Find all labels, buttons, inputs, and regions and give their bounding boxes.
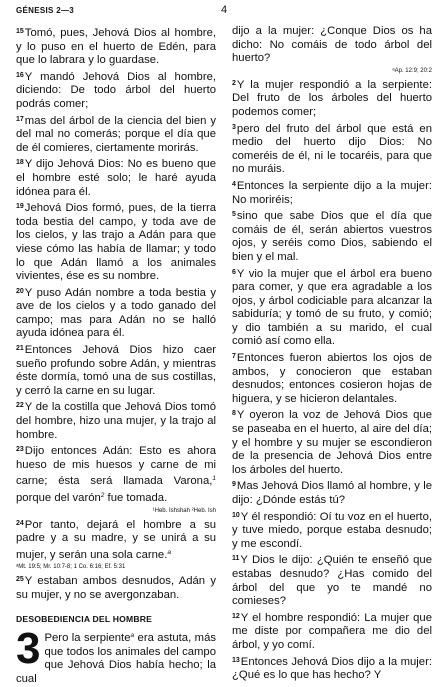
- verse-number: 3: [232, 123, 236, 131]
- verse-2-25: [16, 573, 216, 602]
- verse-3-4: [232, 178, 432, 207]
- verse-3-10: [232, 509, 432, 552]
- cross-reference-mark: a: [130, 632, 135, 640]
- verse-number: 2: [232, 79, 236, 87]
- page-number: 4: [220, 4, 228, 16]
- verse-3-13: [232, 654, 432, 683]
- verse-number: 8: [232, 410, 236, 418]
- verse-text: Pero la serpiente: [44, 632, 131, 645]
- verse-text: Y vio la mujer que el árbol era bueno para comer, y que era agradable a los ojos, y árbol codiciable para alcanzar la sabiduría; y tomó de su fruto, y comió; y dio también a su marido, el cual comió así como ella.: [232, 267, 432, 348]
- verse-text: Y oyeron la voz de Jehová Dios que se paseaba en el huerto, al aire del día; y el hombre y su mujer se escondieron de la presencia de Jehová Dios entre los árboles del huerto.: [232, 409, 432, 476]
- running-head: GÉNESIS 2—3: [16, 6, 74, 15]
- verse-number: 15: [16, 28, 24, 35]
- verse-3-1: [16, 624, 216, 686]
- verse-3-1-continued: [232, 25, 432, 66]
- verse-number: 22: [16, 402, 24, 410]
- cross-reference-mark: a: [167, 548, 171, 556]
- verse-text: Mas Jehová Dios llamó al hombre, y le dijo: ¿Dónde estás tú?: [232, 480, 432, 506]
- verse-number: 24: [16, 519, 24, 527]
- verse-2-17: [16, 113, 216, 156]
- verse-text: Y él respondió: Oí tu voz en el huerto, y tuve miedo, porque estaba desnudo; y me escondí.: [232, 510, 432, 550]
- verse-number: 13: [232, 656, 240, 664]
- verse-number: 5: [232, 211, 236, 219]
- verse-2-16: [16, 69, 216, 112]
- verse-2-19: [16, 200, 216, 284]
- verse-2-22: [16, 399, 216, 442]
- verse-number: 23: [16, 446, 24, 454]
- verse-number: 18: [16, 159, 24, 167]
- verse-3-8: [232, 407, 432, 477]
- verse-3-3: [232, 121, 432, 177]
- verse-2-20: [16, 285, 216, 341]
- verse-text: Jehová Dios formó, pues, de la tierra toda bestia del campo, y toda ave de los cielos, y las trajo a Adán para que viese cómo las había de llamar; y todo lo que Adán llamó a los animales vivientes, ése es su nombre.: [16, 202, 216, 283]
- verse-number: 25: [16, 576, 24, 584]
- verse-text: dijo a la mujer: ¿Conque Dios os ha dicho: No comáis de todo árbol del huerto?: [232, 25, 432, 65]
- verse-number: 20: [16, 287, 24, 295]
- verse-text: porque del varón: [16, 492, 101, 504]
- verse-3-9: [232, 478, 432, 507]
- verse-text: Y estaban ambos desnudos, Adán y su mujer, y no se avergonzaban.: [16, 575, 216, 601]
- verse-number: 21: [16, 345, 24, 353]
- verse-number: 12: [232, 612, 240, 620]
- verse-text: Entonces la serpiente dijo a la mujer: No moriréis;: [232, 179, 432, 206]
- verse-number: 6: [232, 268, 236, 276]
- verse-text: pero del fruto del árbol que está en medio del huerto dijo Dios: No comeréis de él, ni le tocaréis, para que no muráis.: [232, 122, 432, 176]
- verse-text: Dijo entonces Adán: Esto es ahora hueso de mis huesos y carne de mi carne; ésta será llamada Varona,: [16, 445, 216, 488]
- cross-reference: ᵃAp. 12:9; 20:2: [392, 67, 432, 74]
- footnote-mark: 1: [212, 475, 216, 483]
- verse-3-7: [232, 350, 432, 406]
- verse-text: fue tomada.: [104, 492, 168, 504]
- verse-text: Entonces fueron abiertos los ojos de ambos, y conocieron que estaban desnudos; entonces cosieron hojas de higuera, y se hicieron delantales.: [232, 352, 432, 405]
- verse-2-21: [16, 342, 216, 398]
- verse-number: 9: [232, 481, 236, 489]
- verse-3-12: [232, 610, 432, 653]
- verse-text: sino que sabe Dios que el día que comáis de él, serán abiertos vuestros ojos, y seréis como Dios, sabiendo el bien y el mal.: [232, 210, 432, 263]
- verse-2-15: [16, 25, 216, 68]
- verse-3-2: [232, 77, 432, 120]
- chapter-number: 3: [16, 624, 41, 674]
- verse-text: mas del árbol de la ciencia del bien y del mal no comerás; porque el día que de él comieres, ciertamente morirás.: [16, 114, 216, 154]
- verse-number: 10: [232, 511, 240, 519]
- verse-text: era astuta, más que todos los animales del campo que Jehová Dios había hecho; la cual: [16, 632, 216, 685]
- verse-3-6: [232, 266, 432, 350]
- verse-text: Y de la costilla que Jehová Dios tomó del hombre, hizo una mujer, y la trajo al hombre.: [16, 401, 216, 441]
- verse-text: Y Dios le dijo: ¿Quién te enseñó que estabas desnudo? ¿Has comido del árbol del que yo te mandé no comieses?: [232, 554, 432, 608]
- verse-number: 4: [232, 180, 236, 188]
- verse-3-5: [232, 208, 432, 264]
- verse-number: 7: [232, 353, 236, 361]
- section-heading: DESOBEDIENCIA DEL HOMBRE: [16, 613, 153, 624]
- verse-text: Entonces Jehová Dios dijo a la mujer: ¿Qué es lo que has hecho? Y: [232, 655, 432, 682]
- verse-text: Y la mujer respondió a la serpiente: Del fruto de los árboles del huerto podemos comer;: [232, 78, 432, 118]
- verse-number: 16: [16, 71, 24, 79]
- verse-number: 17: [16, 115, 24, 123]
- footnote-mark: 2: [100, 492, 105, 499]
- verse-text: Y mandó Jehová Dios al hombre, diciendo: De todo árbol del huerto podrás comer;: [16, 70, 216, 110]
- verse-2-18: [16, 156, 216, 199]
- verse-number: 19: [16, 203, 24, 211]
- right-column: [232, 25, 432, 682]
- verse-text: Y puso Adán nombre a toda bestia y ave de los cielos y a todo ganado del campo; mas para Adán no se halló ayuda idónea para él.: [16, 286, 216, 340]
- verse-text: Entonces Jehová Dios hizo caer sueño profundo sobre Adán, y mientras éste dormía, tomó una de sus costillas, y cerró la carne en su lugar.: [16, 344, 216, 397]
- cross-reference: ᵃMt. 19:5; Mr. 10:7-8; 1 Co. 6:16; Ef. 5:31: [16, 564, 126, 571]
- verse-2-24: [16, 517, 216, 563]
- verse-2-23: [16, 443, 216, 505]
- left-column: [16, 25, 216, 685]
- verse-text: Tomó, pues, Jehová Dios al hombre, y lo puso en el huerto de Edén, para que lo labrara y lo guardase.: [16, 27, 216, 67]
- verse-text: Y el hombre respondió: La mujer que me diste por compañera me dio del árbol, y yo comí.: [232, 611, 432, 651]
- verse-text: Por tanto, dejará el hombre a su padre y a su madre, y se unirá a su mujer, y serán una sola carne.: [16, 518, 216, 561]
- verse-number: 11: [232, 555, 240, 563]
- verse-text: Y dijo Jehová Dios: No es bueno que el hombre esté solo; le haré ayuda idónea para él.: [16, 158, 216, 198]
- verse-3-11: [232, 552, 432, 608]
- footnote: ¹Heb. Ishshah ²Heb. Ish: [152, 507, 216, 514]
